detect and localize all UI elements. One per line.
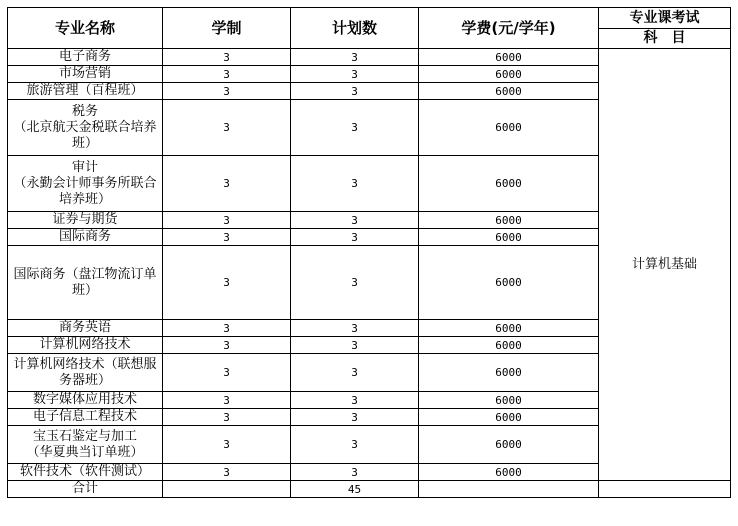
quota-cell: 3 (291, 320, 419, 337)
program-name: 审计 （永勤会计师事务所联合培养班） (8, 156, 163, 212)
program-name: 计算机网络技术 (8, 337, 163, 354)
total-label: 合计 (8, 481, 163, 498)
fee-cell: 6000 (419, 392, 599, 409)
fee-cell: 6000 (419, 409, 599, 426)
duration-cell: 3 (163, 464, 291, 481)
quota-cell: 3 (291, 337, 419, 354)
duration-cell: 3 (163, 320, 291, 337)
header-subject: 科 目 (599, 28, 731, 49)
header-exam: 专业课考试 (599, 8, 731, 29)
program-name: 证券与期货 (8, 212, 163, 229)
header-fee: 学费(元/学年) (419, 8, 599, 49)
fee-cell: 6000 (419, 229, 599, 246)
quota-cell: 3 (291, 229, 419, 246)
program-name: 计算机网络技术（联想服务器班） (8, 354, 163, 392)
fee-cell: 6000 (419, 212, 599, 229)
quota-cell: 3 (291, 426, 419, 464)
total-row (8, 481, 731, 498)
duration-cell: 3 (163, 83, 291, 100)
duration-cell: 3 (163, 426, 291, 464)
quota-cell: 3 (291, 100, 419, 156)
duration-cell: 3 (163, 212, 291, 229)
fee-cell: 6000 (419, 464, 599, 481)
quota-cell: 3 (291, 156, 419, 212)
total-fee (419, 481, 599, 498)
total-duration (163, 481, 291, 498)
quota-cell: 3 (291, 354, 419, 392)
header-quota: 计划数 (291, 8, 419, 49)
duration-cell: 3 (163, 66, 291, 83)
table-row (8, 49, 731, 66)
total-subject (599, 481, 731, 498)
total-quota: 45 (291, 481, 419, 498)
header-name: 专业名称 (8, 8, 163, 49)
program-name: 税务 （北京航天金税联合培养班） (8, 100, 163, 156)
fee-cell: 6000 (419, 66, 599, 83)
duration-cell: 3 (163, 392, 291, 409)
duration-cell: 3 (163, 49, 291, 66)
program-name: 电子信息工程技术 (8, 409, 163, 426)
program-name: 国际商务（盘江物流订单班） (8, 246, 163, 320)
fee-cell: 6000 (419, 354, 599, 392)
program-name: 宝玉石鉴定与加工 （华夏典当订单班） (8, 426, 163, 464)
fee-cell: 6000 (419, 337, 599, 354)
program-name: 商务英语 (8, 320, 163, 337)
program-name: 市场营销 (8, 66, 163, 83)
fee-cell: 6000 (419, 426, 599, 464)
quota-cell: 3 (291, 464, 419, 481)
quota-cell: 3 (291, 246, 419, 320)
quota-cell: 3 (291, 409, 419, 426)
duration-cell: 3 (163, 156, 291, 212)
fee-cell: 6000 (419, 320, 599, 337)
fee-cell: 6000 (419, 246, 599, 320)
exam-subject-cell: 计算机基础 (599, 49, 731, 481)
fee-cell: 6000 (419, 83, 599, 100)
program-name: 电子商务 (8, 49, 163, 66)
duration-cell: 3 (163, 100, 291, 156)
enrollment-table (7, 7, 731, 498)
duration-cell: 3 (163, 354, 291, 392)
duration-cell: 3 (163, 229, 291, 246)
table-body (8, 49, 731, 498)
duration-cell: 3 (163, 337, 291, 354)
duration-cell: 3 (163, 246, 291, 320)
fee-cell: 6000 (419, 156, 599, 212)
program-name: 旅游管理（百程班） (8, 83, 163, 100)
quota-cell: 3 (291, 66, 419, 83)
quota-cell: 3 (291, 83, 419, 100)
fee-cell: 6000 (419, 49, 599, 66)
quota-cell: 3 (291, 392, 419, 409)
program-name: 数字媒体应用技术 (8, 392, 163, 409)
quota-cell: 3 (291, 49, 419, 66)
fee-cell: 6000 (419, 100, 599, 156)
program-name: 软件技术（软件测试） (8, 464, 163, 481)
program-name: 国际商务 (8, 229, 163, 246)
duration-cell: 3 (163, 409, 291, 426)
header-duration: 学制 (163, 8, 291, 49)
quota-cell: 3 (291, 212, 419, 229)
